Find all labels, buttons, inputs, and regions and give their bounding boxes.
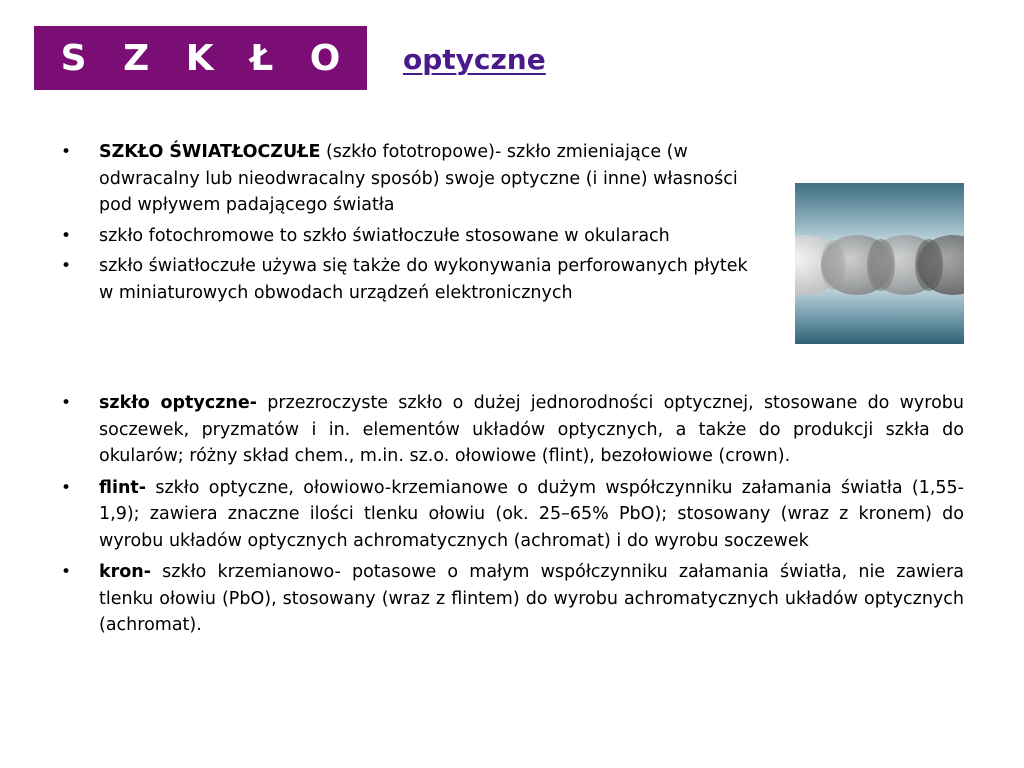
bullet-text: (szkło fototropowe)- szkło zmieniające (w odwracalny lub nieodwracalny sposób) swoje optyczne (i inne) własności pod wpływem padającego światła [99, 142, 738, 215]
bullet-icon: • [61, 477, 72, 498]
bullet-text: szkło krzemianowo- potasowe o małym współczynniku załamania światła, nie zawiera tlenku ołowiu (PbO), stosowany (wraz z flintem) do wyrobu achromatycznych układów optycznych (achromat). [99, 562, 964, 635]
bullet-icon: • [61, 142, 72, 162]
bullet-text: szkło optyczne, ołowiowo-krzemianowe o dużym współczynniku załamania światła (1,55-1,9); zawiera znaczne ilości tlenku ołowiu (ok. 25–65% PbO); stosowany (wraz z kronem) do wyrobu układów optycznych achromatycznych (achromat) i do wyrobu soczewek [99, 477, 964, 551]
lens-photo-graphic [795, 183, 964, 344]
bullet-icon: • [61, 256, 72, 276]
slide-title: S Z K Ł O [60, 37, 353, 79]
top-bullet-list [34, 139, 754, 310]
bullet-text: przezroczyste szkło o dużej jednorodności optycznej, stosowane do wyrobu soczewek, pryzmatów i in. elementów układów optycznych, a także do produkcji szkła do okularów; różny skład chem., m.in. sz.o. ołowiowe (flint), bezołowiowe (crown). [99, 393, 964, 466]
list-item [34, 139, 754, 219]
lens-photo [795, 183, 964, 344]
bullet-icon: • [61, 393, 72, 413]
list-item [34, 223, 754, 250]
list-item [34, 475, 964, 555]
bullet-text: szkło fotochromowe to szkło światłoczułe stosowane w okularach [99, 225, 670, 246]
list-item [34, 253, 754, 306]
bullet-term: flint- [99, 477, 147, 498]
bullet-term: kron- [99, 562, 152, 582]
bullet-icon: • [61, 562, 72, 582]
title-banner [34, 26, 367, 90]
list-item [34, 390, 964, 470]
slide-subtitle[interactable]: optyczne [403, 43, 546, 76]
bottom-bullet-list [34, 390, 964, 644]
bullet-term: SZKŁO ŚWIATŁOCZUŁE [99, 142, 321, 162]
bullet-icon: • [61, 225, 72, 246]
bullet-term: szkło optyczne- [99, 393, 257, 413]
bullet-text: szkło światłoczułe używa się także do wykonywania perforowanych płytek w miniaturowych obwodach urządzeń elektronicznych [99, 256, 748, 303]
list-item [34, 559, 964, 639]
